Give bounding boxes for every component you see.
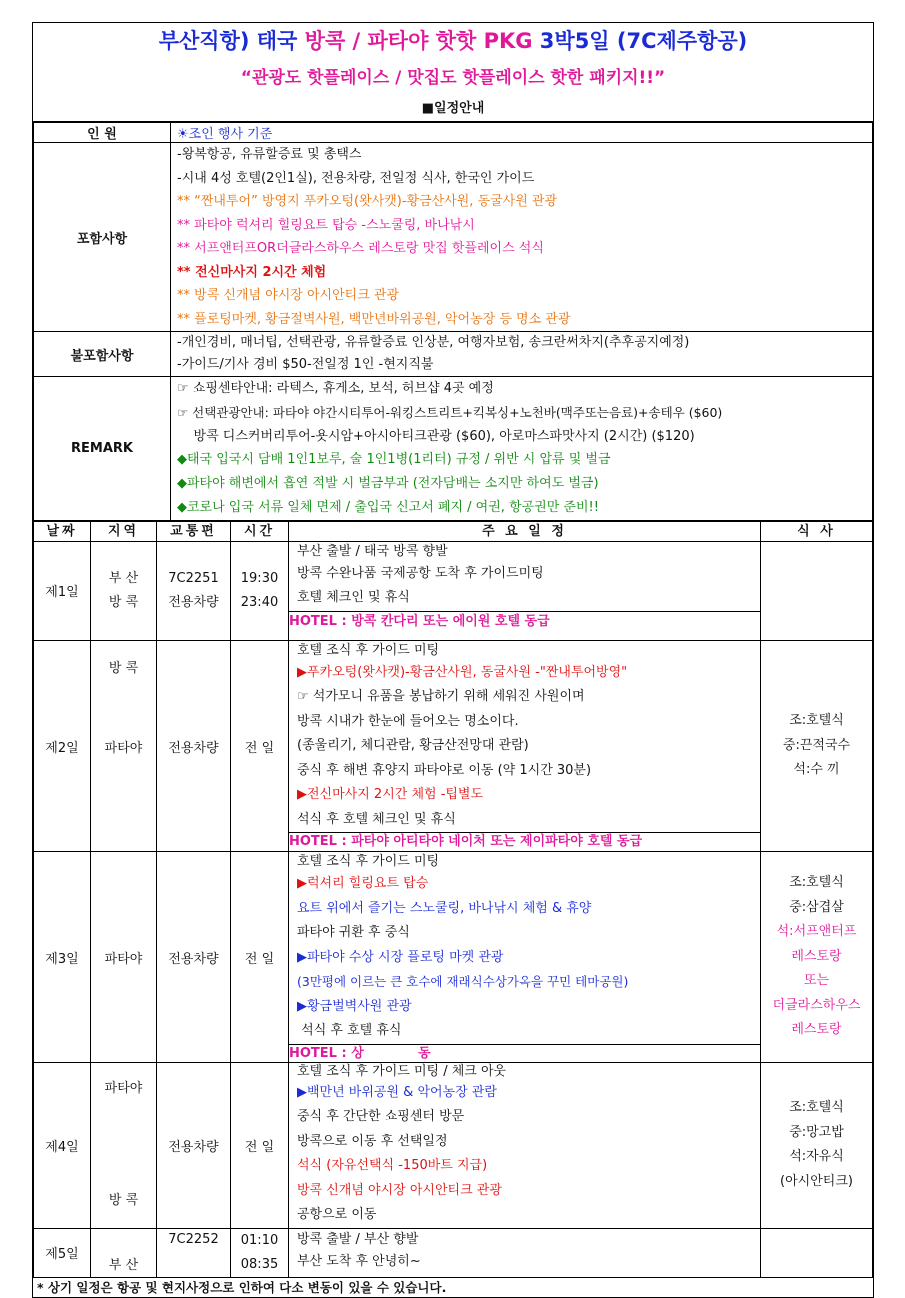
schedule-notice: ■일정안내	[33, 97, 873, 122]
day-transport: 전용차량	[157, 1062, 231, 1228]
itinerary-document	[32, 22, 874, 1298]
day-label: 제2일	[34, 640, 91, 852]
day-region: 방 콕 파타야	[91, 640, 157, 852]
plan-item: (3만평에 이르는 큰 호수에 재래식수상가옥을 꾸민 테마공원)	[297, 974, 629, 990]
page-title: 부산직항) 태국 방콕 / 파타야 핫핫 PKG 3박5일 (7C제주항공)	[158, 29, 748, 53]
day-region: 파타야	[91, 852, 157, 1063]
day-meal	[761, 541, 873, 640]
day-region: 부 산 방 콕	[91, 541, 157, 640]
plan-item: 방콕 출발 / 부산 향발	[297, 1231, 419, 1247]
footer-note: * 상기 일정은 항공 및 현지사정으로 인하여 다소 변동이 있을 수 있습니다.	[37, 1279, 447, 1295]
table-row-day5	[34, 1228, 873, 1277]
plan-item: 호텔 조식 후 가이드 미팅	[297, 642, 440, 658]
day-label: 제4일	[34, 1062, 91, 1228]
list-item: 방콕 디스커버리투어-욧시암+아시아티크관광 ($60), 아로마스파맛사지 (2시간) ($120)	[177, 428, 695, 444]
plan-item: 방콕 시내가 한눈에 들어오는 명소이다.	[297, 713, 519, 729]
day-time: 전 일	[231, 852, 289, 1063]
day-plan	[289, 852, 761, 1063]
header-transport: 교통편	[157, 521, 231, 541]
remark-row	[34, 377, 873, 521]
exclude-row	[34, 332, 873, 377]
plan-item: ▶럭셔리 힐링요트 탑승	[297, 876, 429, 892]
schedule-table	[33, 521, 873, 1278]
day-plan	[289, 1228, 761, 1277]
plan-item: 방콕으로 이동 후 선택일정	[297, 1133, 448, 1149]
people-row	[34, 123, 873, 143]
remark-list	[171, 377, 873, 521]
list-item: ** “짠내투어” 방영지 푸카오텅(왓사캣)-황금산사원, 동굴사원 관광	[177, 194, 558, 209]
day-time: 전 일	[231, 1062, 289, 1228]
list-item: ◆태국 입국시 담배 1인1보루, 술 1인1병(1리터) 규정 / 위반 시 압류 및 벌금	[177, 452, 611, 468]
list-item: ☞ 선택관광안내: 파타야 야간시티투어-워킹스트리트+킥복싱+노천바(맥주또는음료)+송테우 ($60)	[177, 404, 723, 420]
plan-item: 호텔 조식 후 가이드 미팅 / 체크 아웃	[297, 1063, 507, 1079]
include-list	[171, 143, 873, 332]
table-row-day1	[34, 541, 873, 640]
plan-item: 석식 (자유선택식 -150바트 지급)	[297, 1158, 488, 1174]
list-item: ** 전신마사지 2시간 체험	[177, 264, 327, 280]
hotel-line: HOTEL : 파타야 아티타야 네이처 또는 제이파타야 호텔 동급	[289, 832, 760, 851]
list-item: -시내 4성 호텔(2인1실), 전용차량, 전일정 식사, 한국인 가이드	[177, 170, 535, 186]
plan-item: 중식 후 간단한 쇼핑센터 방문	[297, 1109, 465, 1125]
list-item: ** 플로팅마켓, 황금절벽사원, 백만년바위공원, 악어농장 등 명소 관광	[177, 311, 571, 327]
day-time: 19:30 23:40	[231, 541, 289, 640]
day-label: 제1일	[34, 541, 91, 640]
day-transport: 전용차량	[157, 640, 231, 852]
exclude-label: 불포함사항	[34, 332, 171, 377]
include-label: 포함사항	[34, 143, 171, 332]
plan-item: 석식 후 호텔 체크인 및 휴식	[297, 811, 456, 827]
list-item: ** 파타야 럭셔리 힐링요트 탑승 -스노쿨링, 바나낚시	[177, 217, 475, 233]
plan-item: ▶파타야 수상 시장 플로팅 마켓 관광	[297, 949, 504, 965]
plan-item: 파타야 귀환 후 중식	[297, 925, 410, 941]
plan-item: ▶백만년 바위공원 & 악어농장 관람	[297, 1084, 497, 1100]
header-date: 날짜	[34, 521, 91, 541]
plan-item: 공항으로 이동	[297, 1207, 377, 1223]
list-item: ** 서프앤터프OR더글라스하우스 레스토랑 맛집 핫플레이스 석식	[177, 241, 544, 256]
day-meal: 조:호텔식 중:끈적국수 석:수 끼	[761, 640, 873, 852]
list-item: -개인경비, 매너팁, 선택관광, 유류할증료 인상분, 여행자보험, 송크란써차지(추후공지예정)	[177, 335, 690, 350]
day-region: 부 산	[91, 1228, 157, 1277]
day-label: 제5일	[34, 1228, 91, 1277]
day-meal	[761, 1228, 873, 1277]
plan-item: ▶황금벌벽사원 관광	[297, 998, 412, 1014]
header-time: 시간	[231, 521, 289, 541]
plan-item: ▶푸카오텅(왓사캣)-황금산사원, 동굴사원 -"짠내투어방영"	[297, 664, 628, 680]
table-row-day2	[34, 640, 873, 852]
day-region: 파타야 방 콕	[91, 1062, 157, 1228]
hotel-line: HOTEL : 상 동	[289, 1044, 760, 1062]
day-plan	[289, 541, 761, 640]
plan-item: 석식 후 호텔 휴식	[297, 1023, 402, 1039]
people-value: ☀조인 행사 기준	[171, 123, 873, 143]
day-meal: 조:호텔식 중:삼겹살 석:서프앤터프 레스토랑 또는 더글라스하우스 레스토랑	[761, 852, 873, 1063]
header-region: 지역	[91, 521, 157, 541]
plan-item: 호텔 조식 후 가이드 미팅	[297, 854, 440, 870]
plan-item: (종울리기, 체디관람, 황금산전망대 관람)	[297, 738, 529, 754]
plan-item: 중식 후 해변 휴양지 파타야로 이동 (약 1시간 30분)	[297, 762, 592, 778]
page-subtitle: “관광도 핫플레이스 / 맛집도 핫플레이스 핫한 패키지!!”	[240, 68, 666, 88]
plan-item: 부산 도착 후 안녕히~	[297, 1253, 421, 1269]
header-plan: 주 요 일 정	[289, 521, 761, 541]
table-row-day4	[34, 1062, 873, 1228]
people-label: 인 원	[34, 123, 171, 143]
plan-item: 호텔 체크인 및 휴식	[297, 590, 410, 606]
plan-item: 요트 위에서 즐기는 스노쿨링, 바나낚시 체험 & 휴양	[297, 900, 592, 916]
plan-item: 방콕 수완나품 국제공항 도착 후 가이드미팅	[297, 565, 544, 581]
plan-item: ☞ 석가모니 유품을 봉납하기 위해 세워진 사원이며	[297, 689, 585, 705]
day-plan	[289, 640, 761, 852]
day-label: 제3일	[34, 852, 91, 1063]
plan-item: 부산 출발 / 태국 방콕 향발	[297, 543, 448, 559]
exclude-list	[171, 332, 873, 377]
info-table	[33, 122, 873, 521]
list-item: -가이드/기사 경비 $50-전일정 1인 -현지직불	[177, 357, 434, 372]
include-row	[34, 143, 873, 332]
plan-item: ▶전신마사지 2시간 체험 -팁별도	[297, 787, 484, 803]
day-plan	[289, 1062, 761, 1228]
day-transport: 7C2252	[157, 1228, 231, 1277]
day-time: 전 일	[231, 640, 289, 852]
remark-label: REMARK	[34, 377, 171, 521]
list-item: ◆파타야 해변에서 흡연 적발 시 벌금부과 (전자담배는 소지만 하여도 벌금)	[177, 476, 599, 492]
list-item: ◆코로나 입국 서류 일체 면제 / 출입국 신고서 폐지 / 여권, 항공권만 준비!!	[177, 499, 599, 515]
day-time: 01:10 08:35	[231, 1228, 289, 1277]
table-row-day3	[34, 852, 873, 1063]
list-item: ** 방콕 신개념 야시장 아시안티크 관광	[177, 288, 400, 303]
header-meal: 식 사	[761, 521, 873, 541]
day-transport: 전용차량	[157, 852, 231, 1063]
hotel-line: HOTEL : 방콕 칸다리 또는 에이원 호텔 동급	[289, 611, 760, 632]
day-meal: 조:호텔식 중:망고밥 석:자유식 (아시안티크)	[761, 1062, 873, 1228]
day-transport: 7C2251 전용차량	[157, 541, 231, 640]
list-item: -왕복항공, 유류할증료 및 총택스	[177, 147, 362, 162]
list-item: ☞ 쇼핑센타안내: 라텍스, 휴게소, 보석, 허브샵 4곳 예정	[177, 381, 494, 396]
plan-item: 방콕 신개념 야시장 아시안티크 관광	[297, 1182, 502, 1198]
schedule-header-row	[34, 521, 873, 541]
